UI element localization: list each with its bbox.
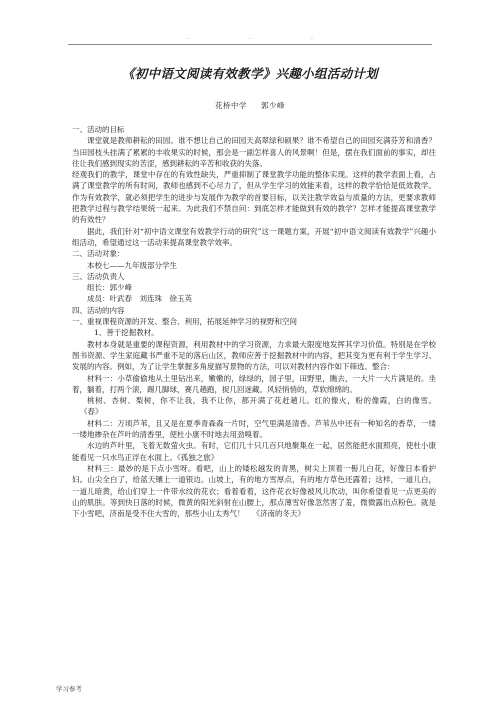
leader-line: 组长：郭少峰 <box>87 283 132 293</box>
header-dot: . <box>310 34 313 41</box>
paragraph: 本校七——九年级部分学生 <box>87 260 177 270</box>
paragraph: 教材本身就是重要的课程资源，利用教材中的学习资源，力求最大限度地发挥其学习价值。特别是在学校图书资源、学生家庭藏书严重不足的落后山区，教师应善于挖掘教材中的内容，把其变为更有利于学生学习、发展的内容。例如，为了让学生掌握多角度描写景物的方法，可以对教材内容作如下筛选、整合： <box>72 339 436 372</box>
section-heading: 一、活动的目标 <box>72 125 125 134</box>
header-dot: . <box>187 34 190 41</box>
document-body <box>72 124 436 519</box>
citation: 《济南的冬天》 <box>252 509 305 519</box>
material-text: 水边的芦叶里，飞着无数萤火虫。有时，它们几十只几百只地聚集在一起，居然能把水面照亮，使杜小康能看见一只水鸟正浮在水面上。 <box>72 441 436 462</box>
subsection-item: 1、善于挖掘教材。 <box>94 328 159 338</box>
paragraph: 课堂就是教师耕耘的田园。谁不想让自己的田园天高翠绿和硕果？谁不希望自己的田园充满芬芳和清香？当田园枝头挂满了累累的丰收果实的时候，那会是一副怎样喜人的风景啊！但是，摆在我们面前的事实，却往往让我们感到现实的苦涩，感到耕耘的辛苦和收获的失落。 <box>72 136 436 168</box>
material-paragraph <box>72 440 436 463</box>
author-line <box>0 100 500 111</box>
header-rule <box>68 44 432 45</box>
material-text: 桃树、杏树、梨树，你不让我，我不让你，都开满了花赶趟儿。红的像火，粉的像霞，白的像雪。 <box>87 396 436 406</box>
page-title: 《初中语文阅读有效教学》兴趣小组活动计划 <box>121 66 378 81</box>
citation: 《春》 <box>80 407 103 417</box>
material-paragraph: 材料二：万顷芦苇，且又是在夏季青森森一片时，空气里满是清香。芦苇丛中还有一种知名的香草，一缕一缕地掺杂在芦叶的清香里，使杜小康不时地去用劲嗅着。 <box>72 418 436 440</box>
members-line: 成员：叶武春 刘连珠 徐玉英 <box>87 294 192 304</box>
page-footer: 学习参考 <box>56 685 82 693</box>
section-heading: 二、活动对象： <box>72 249 125 259</box>
material-paragraph <box>72 395 436 418</box>
section-heading: 三、活动负责人 <box>72 271 125 281</box>
header-dot: . <box>249 34 251 41</box>
section-heading: 四、活动的内容 <box>72 305 125 315</box>
subsection-heading: 一、重视课程资源的开发、整合、利用，拓展延伸学习的视野和空间 <box>72 317 297 327</box>
citation: 《孤独之旅》 <box>177 452 219 462</box>
author-school: 花桥中学 <box>215 101 247 110</box>
material-paragraph: 材料一：小草偷偷地从土里钻出来，嫩嫩的，绿绿的，园子里，田野里，瞧去，一大片一大片满是的。坐着，躺着，打两个滚，踢几脚球，赛几趟跑，捉几回迷藏。风轻悄悄的，草软绵绵的。 <box>72 373 436 394</box>
paragraph: 经观我们的教学，课堂中存在的有效性缺失，严重抑制了课堂教学功能的整体实现。这样的教学表面上看，占满了课堂教学的所有时间，教师也感到不心尽力了，但从学生学习的效能来看，这样的教学恰恰是低效教学。作为有效教学，就必须把学生的进步与发展作为教学的首要目标，以关注教学效益与质量的方法，更要求教师把教学过程与教学结果统一起来。为此我们不禁自问：到底怎样才能做到有效的教学？怎样才能提高课堂教学的有效性？ <box>72 170 436 225</box>
paragraph: 据此，我们针对“初中语文课堂有效教学行动的研究”这一课题方案，开展“初中语文阅读有效教学”兴趣小组活动，希望通过这一活动来提高课堂教学效率。 <box>72 226 436 247</box>
material-text: 材料三：最妙的是下点小雪呀。看吧，山上的矮松越发的青黑，树尖上顶着一髻儿白花，好像日本看护妇。山尖全白了，给蓝天镶上一道银边。山坡上，有的地方雪厚点，有的地方草色还露着；这样，一道儿白，一道儿暗黄，给山们穿上一件带水纹的花衣；看着看着，这件花衣好像被风儿吹动，叫你希望看见一点更美的山的肌肤。等到快日落的时候，微黄的阳光斜射在山腰上，那点薄雪好像忽然害了羞，微微露出点粉色。就是下小雪吧，济南是受不住大雪的，那些小山太秀气！ <box>72 463 436 519</box>
header-dots <box>0 34 500 41</box>
material-paragraph <box>72 463 436 519</box>
author-name: 郭少峰 <box>261 101 285 110</box>
